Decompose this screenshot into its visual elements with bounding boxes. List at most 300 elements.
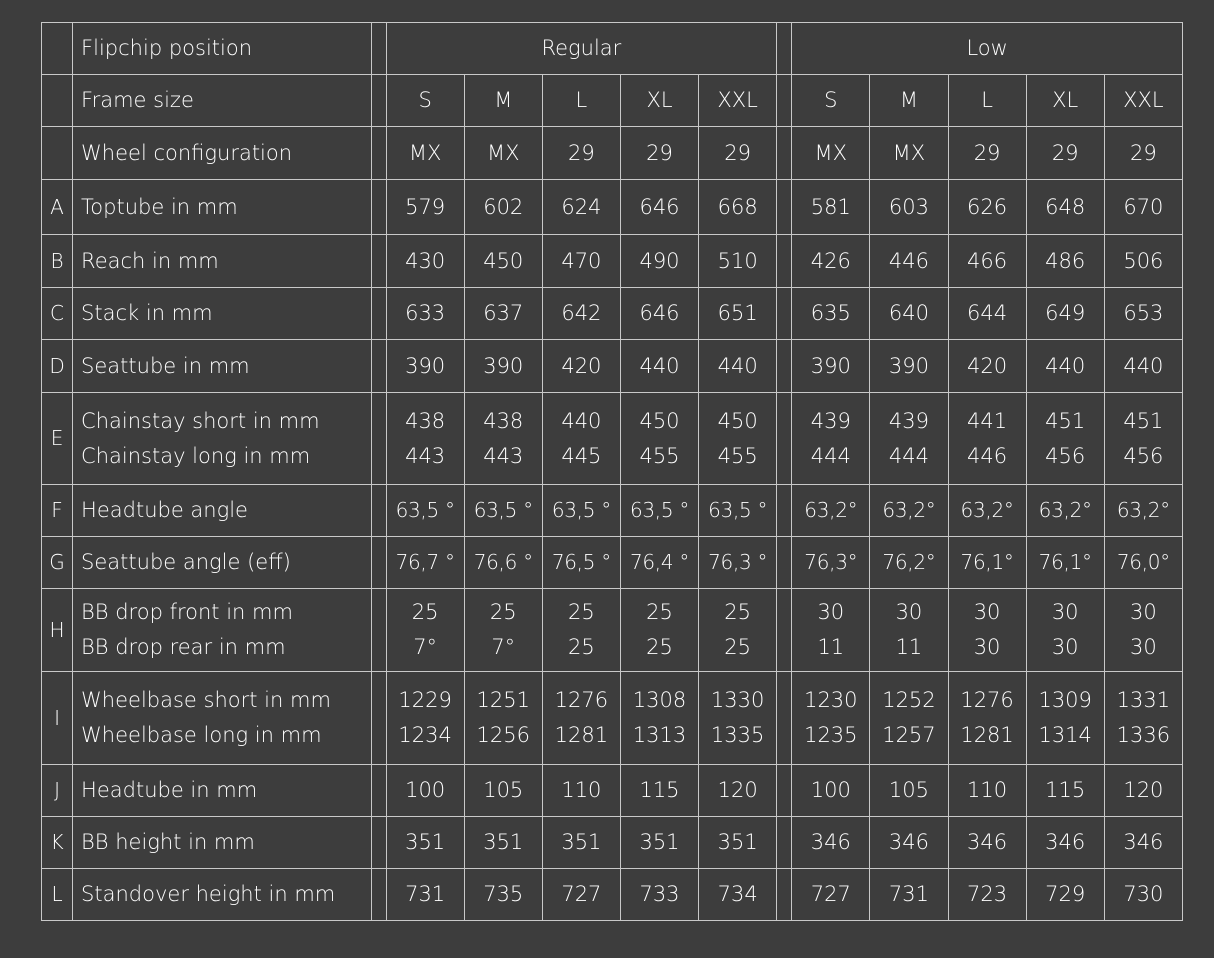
column-gap	[777, 589, 792, 672]
wheel-config-cell: 29	[542, 127, 620, 180]
column-gap	[371, 23, 386, 75]
value-line: 30	[973, 635, 1001, 659]
row-letter: F	[42, 485, 73, 537]
value-cell-low	[870, 288, 948, 340]
wheel-config-cell: MX	[464, 127, 542, 180]
value-line: 351	[717, 830, 758, 854]
value-line: 120	[1123, 778, 1164, 802]
row-label-line: Seattube in mm	[81, 353, 250, 378]
value-line: 670	[1123, 194, 1164, 219]
value-cell-regular	[620, 817, 698, 869]
row-label-line: Wheelbase long in mm	[81, 723, 322, 747]
value-line: 346	[1045, 830, 1086, 854]
value-cell-regular	[386, 485, 464, 537]
geometry-table-body	[42, 23, 1183, 921]
value-cell-low	[792, 485, 870, 537]
value-line: 450	[483, 248, 524, 273]
table-row	[42, 589, 1183, 672]
value-line: 443	[483, 443, 524, 468]
value-cell-low	[948, 537, 1026, 589]
frame-size-label: Frame size	[73, 75, 372, 127]
value-line: 727	[561, 882, 602, 906]
value-line: 444	[888, 443, 929, 468]
value-line: 444	[810, 443, 851, 468]
value-line: 115	[1045, 778, 1086, 802]
value-line: 7°	[491, 635, 516, 659]
table-row	[42, 393, 1183, 485]
value-line: 351	[483, 830, 524, 854]
value-cell-low	[1104, 537, 1182, 589]
value-line: 451	[1123, 408, 1164, 433]
value-line: 76,7 °	[395, 550, 455, 574]
value-cell-low	[948, 288, 1026, 340]
value-cell-regular	[699, 340, 777, 393]
value-cell-regular	[542, 485, 620, 537]
value-cell-low	[948, 672, 1026, 765]
value-cell-low	[792, 672, 870, 765]
value-line: 640	[888, 301, 929, 325]
value-cell-low	[870, 235, 948, 288]
value-line: 581	[810, 194, 851, 219]
value-line: 76,0°	[1116, 550, 1170, 574]
wheel-config-cell: MX	[870, 127, 948, 180]
value-line: 430	[405, 248, 446, 273]
value-cell-regular	[542, 180, 620, 235]
value-cell-low	[948, 180, 1026, 235]
row-letter: B	[42, 235, 73, 288]
row-label-line: Reach in mm	[81, 248, 219, 273]
frame-size-cell: L	[948, 75, 1026, 127]
value-line: 579	[405, 194, 446, 219]
value-cell-regular	[464, 817, 542, 869]
row-label-line: Stack in mm	[81, 301, 213, 325]
header-row-frame-size	[42, 75, 1183, 127]
value-line: 626	[967, 194, 1008, 219]
value-line: 63,5 °	[551, 498, 611, 522]
table-row	[42, 485, 1183, 537]
header-row-flipchip	[42, 23, 1183, 75]
value-line: 1235	[804, 723, 858, 747]
value-line: 30	[1051, 635, 1079, 659]
value-line: 105	[888, 778, 929, 802]
column-gap	[777, 75, 792, 127]
value-line: 651	[717, 301, 758, 325]
value-cell-low	[870, 393, 948, 485]
row-label	[73, 869, 372, 921]
value-line: 1234	[398, 723, 452, 747]
column-gap	[777, 765, 792, 817]
value-line: 635	[810, 301, 851, 325]
column-gap	[777, 817, 792, 869]
value-line: 470	[561, 248, 602, 273]
value-line: 642	[561, 301, 602, 325]
value-line: 1229	[398, 688, 452, 712]
value-line: 439	[888, 408, 929, 433]
value-cell-low	[1026, 485, 1104, 537]
wheel-config-cell: MX	[792, 127, 870, 180]
column-gap	[777, 288, 792, 340]
value-line: 603	[888, 194, 929, 219]
header-row-wheel-config	[42, 127, 1183, 180]
value-cell-low	[1026, 340, 1104, 393]
value-cell-low	[1104, 340, 1182, 393]
value-cell-regular	[620, 235, 698, 288]
value-cell-regular	[386, 537, 464, 589]
value-line: 63,5 °	[708, 498, 768, 522]
value-line: 25	[411, 600, 439, 624]
column-gap	[371, 235, 386, 288]
wheel-config-cell: 29	[1104, 127, 1182, 180]
column-gap	[371, 765, 386, 817]
value-cell-regular	[386, 672, 464, 765]
value-line: 30	[817, 600, 845, 624]
value-cell-regular	[386, 393, 464, 485]
value-cell-low	[870, 672, 948, 765]
value-cell-regular	[699, 235, 777, 288]
value-cell-low	[792, 393, 870, 485]
value-line: 646	[639, 194, 680, 219]
value-line: 1330	[710, 688, 765, 712]
value-line: 731	[888, 882, 929, 906]
value-cell-regular	[620, 288, 698, 340]
value-cell-low	[1104, 393, 1182, 485]
row-letter: C	[42, 288, 73, 340]
row-letter: L	[42, 869, 73, 921]
value-line: 1313	[632, 723, 687, 747]
value-line: 1276	[554, 688, 609, 712]
value-line: 63,2°	[1116, 498, 1170, 522]
value-cell-regular	[620, 589, 698, 672]
value-line: 25	[568, 635, 595, 659]
value-cell-low	[792, 537, 870, 589]
wheel-config-label: Wheel configuration	[73, 127, 372, 180]
wheel-config-cell: 29	[948, 127, 1026, 180]
value-line: 729	[1045, 882, 1086, 906]
column-gap	[777, 23, 792, 75]
row-letter: I	[42, 672, 73, 765]
row-label-line: Headtube in mm	[81, 778, 258, 802]
row-label	[73, 817, 372, 869]
value-line: 390	[483, 353, 524, 378]
value-line: 602	[483, 194, 524, 219]
value-line: 440	[1123, 353, 1164, 378]
value-line: 25	[724, 600, 752, 624]
value-cell-low	[1026, 765, 1104, 817]
value-line: 1309	[1038, 688, 1092, 712]
value-line: 441	[967, 408, 1008, 433]
row-label	[73, 235, 372, 288]
value-cell-low	[948, 817, 1026, 869]
value-cell-regular	[464, 288, 542, 340]
table-row	[42, 537, 1183, 589]
value-line: 1314	[1038, 723, 1092, 747]
value-line: 440	[561, 408, 602, 433]
frame-size-cell: L	[542, 75, 620, 127]
value-cell-regular	[464, 537, 542, 589]
value-cell-regular	[386, 589, 464, 672]
value-cell-regular	[464, 235, 542, 288]
value-cell-regular	[386, 180, 464, 235]
value-cell-regular	[464, 485, 542, 537]
value-cell-regular	[386, 869, 464, 921]
value-line: 648	[1045, 194, 1086, 219]
value-cell-regular	[542, 340, 620, 393]
value-line: 446	[967, 443, 1008, 468]
value-line: 653	[1123, 301, 1164, 325]
frame-size-cell: XL	[1026, 75, 1104, 127]
value-line: 63,2°	[960, 498, 1014, 522]
value-cell-regular	[699, 180, 777, 235]
frame-size-cell: S	[386, 75, 464, 127]
value-cell-regular	[464, 589, 542, 672]
value-cell-low	[1104, 180, 1182, 235]
value-line: 420	[561, 353, 602, 378]
value-line: 440	[639, 353, 680, 378]
value-cell-low	[1026, 180, 1104, 235]
value-cell-low	[1104, 672, 1182, 765]
value-line: 346	[888, 830, 929, 854]
row-letter: H	[42, 589, 73, 672]
value-line: 734	[717, 882, 758, 906]
value-line: 63,5 °	[629, 498, 690, 522]
value-line: 100	[405, 778, 446, 802]
row-letter: A	[42, 180, 73, 235]
row-label-line: BB drop rear in mm	[81, 635, 286, 659]
value-line: 438	[405, 408, 446, 433]
value-line: 25	[568, 600, 595, 624]
value-line: 115	[639, 778, 680, 802]
value-line: 76,3 °	[708, 550, 768, 574]
value-cell-low	[792, 589, 870, 672]
value-cell-low	[792, 765, 870, 817]
value-cell-low	[1026, 869, 1104, 921]
value-line: 439	[810, 408, 851, 433]
column-gap	[777, 127, 792, 180]
value-line: 440	[1045, 353, 1086, 378]
row-letter: E	[42, 393, 73, 485]
value-line: 506	[1123, 248, 1164, 273]
value-line: 76,6 °	[473, 550, 533, 574]
value-line: 346	[1123, 830, 1164, 854]
value-cell-low	[948, 235, 1026, 288]
column-gap	[777, 393, 792, 485]
row-label-line: Seattube angle (eff)	[81, 550, 291, 574]
value-cell-regular	[386, 288, 464, 340]
row-label	[73, 180, 372, 235]
value-cell-regular	[699, 485, 777, 537]
value-cell-low	[1104, 765, 1182, 817]
value-cell-low	[1026, 589, 1104, 672]
value-cell-low	[1026, 235, 1104, 288]
value-line: 733	[639, 882, 680, 906]
row-label-line: Chainstay long in mm	[81, 443, 311, 468]
value-cell-low	[948, 869, 1026, 921]
row-label	[73, 672, 372, 765]
column-gap	[371, 589, 386, 672]
value-cell-low	[948, 393, 1026, 485]
value-line: 668	[717, 194, 758, 219]
value-line: 110	[967, 778, 1008, 802]
value-cell-low	[1026, 537, 1104, 589]
value-cell-low	[948, 765, 1026, 817]
value-cell-regular	[699, 288, 777, 340]
wheel-config-cell: 29	[620, 127, 698, 180]
value-cell-regular	[464, 393, 542, 485]
row-label-line: Chainstay short in mm	[81, 408, 320, 433]
geometry-table	[41, 22, 1183, 921]
row-letter: G	[42, 537, 73, 589]
value-line: 1331	[1116, 688, 1171, 712]
value-cell-regular	[699, 817, 777, 869]
table-row	[42, 180, 1183, 235]
value-line: 30	[1051, 600, 1079, 624]
value-line: 735	[483, 882, 524, 906]
column-gap	[371, 817, 386, 869]
value-cell-regular	[542, 393, 620, 485]
value-line: 455	[717, 443, 758, 468]
column-gap	[371, 537, 386, 589]
value-line: 120	[717, 778, 758, 802]
value-cell-low	[870, 485, 948, 537]
value-cell-regular	[542, 869, 620, 921]
value-cell-regular	[542, 672, 620, 765]
value-line: 730	[1123, 882, 1164, 906]
value-line: 346	[810, 830, 851, 854]
value-line: 649	[1045, 301, 1086, 325]
column-gap	[777, 340, 792, 393]
row-label	[73, 589, 372, 672]
value-line: 727	[810, 882, 851, 906]
group-name-low: Low	[792, 23, 1183, 75]
value-cell-low	[792, 288, 870, 340]
value-line: 1256	[476, 723, 530, 747]
value-cell-regular	[620, 180, 698, 235]
value-cell-low	[1026, 672, 1104, 765]
value-cell-regular	[699, 672, 777, 765]
frame-size-cell: M	[464, 75, 542, 127]
column-gap	[371, 672, 386, 765]
value-line: 25	[646, 635, 673, 659]
table-row	[42, 765, 1183, 817]
value-line: 644	[967, 301, 1008, 325]
value-cell-regular	[542, 589, 620, 672]
value-cell-regular	[386, 765, 464, 817]
value-line: 486	[1045, 248, 1086, 273]
column-gap	[371, 485, 386, 537]
value-cell-regular	[542, 537, 620, 589]
value-cell-regular	[542, 817, 620, 869]
row-letter-empty	[42, 75, 73, 127]
value-cell-low	[1026, 817, 1104, 869]
value-cell-regular	[620, 393, 698, 485]
column-gap	[371, 127, 386, 180]
value-cell-low	[1104, 589, 1182, 672]
value-cell-low	[870, 537, 948, 589]
value-cell-low	[948, 589, 1026, 672]
value-line: 646	[639, 301, 680, 325]
value-line: 1252	[882, 688, 936, 712]
value-cell-low	[792, 235, 870, 288]
value-cell-low	[870, 589, 948, 672]
value-line: 1281	[960, 723, 1014, 747]
value-line: 440	[717, 353, 758, 378]
value-line: 30	[1130, 635, 1157, 659]
column-gap	[777, 485, 792, 537]
value-cell-regular	[620, 765, 698, 817]
column-gap	[371, 869, 386, 921]
value-cell-low	[948, 340, 1026, 393]
value-line: 443	[405, 443, 446, 468]
value-line: 76,1°	[960, 550, 1014, 574]
value-cell-low	[1026, 288, 1104, 340]
value-line: 346	[967, 830, 1008, 854]
value-cell-low	[1104, 869, 1182, 921]
table-row	[42, 235, 1183, 288]
value-line: 25	[724, 635, 752, 659]
value-line: 1276	[960, 688, 1014, 712]
value-line: 490	[639, 248, 680, 273]
value-cell-low	[792, 817, 870, 869]
value-cell-regular	[542, 765, 620, 817]
row-label	[73, 485, 372, 537]
value-cell-regular	[464, 180, 542, 235]
value-line: 25	[646, 600, 673, 624]
value-line: 351	[405, 830, 446, 854]
value-line: 63,2°	[804, 498, 858, 522]
row-letter: D	[42, 340, 73, 393]
value-cell-regular	[620, 537, 698, 589]
value-line: 1335	[710, 723, 765, 747]
column-gap	[777, 235, 792, 288]
value-line: 450	[717, 408, 758, 433]
value-line: 110	[561, 778, 602, 802]
value-cell-low	[1026, 393, 1104, 485]
value-line: 63,5 °	[473, 498, 533, 522]
frame-size-cell: XXL	[1104, 75, 1182, 127]
table-row	[42, 672, 1183, 765]
value-line: 451	[1045, 408, 1086, 433]
table-row	[42, 340, 1183, 393]
value-cell-regular	[464, 765, 542, 817]
value-cell-low	[870, 869, 948, 921]
frame-size-cell: M	[870, 75, 948, 127]
value-line: 446	[888, 248, 929, 273]
value-cell-regular	[464, 672, 542, 765]
column-gap	[371, 75, 386, 127]
value-line: 466	[967, 248, 1008, 273]
value-line: 100	[810, 778, 851, 802]
value-cell-low	[792, 180, 870, 235]
column-gap	[371, 340, 386, 393]
value-cell-regular	[620, 340, 698, 393]
value-line: 438	[483, 408, 524, 433]
row-letter: J	[42, 765, 73, 817]
value-line: 76,4 °	[629, 550, 690, 574]
value-line: 76,1°	[1038, 550, 1092, 574]
row-label-line: Standover height in mm	[81, 882, 336, 906]
value-line: 1251	[476, 688, 530, 712]
value-line: 624	[561, 194, 602, 219]
value-line: 1257	[882, 723, 936, 747]
value-cell-low	[948, 485, 1026, 537]
value-cell-regular	[542, 235, 620, 288]
value-line: 11	[895, 635, 923, 659]
row-letter: K	[42, 817, 73, 869]
value-cell-low	[870, 180, 948, 235]
row-label	[73, 765, 372, 817]
value-line: 7°	[413, 635, 438, 659]
row-label-line: Wheelbase short in mm	[81, 688, 331, 712]
